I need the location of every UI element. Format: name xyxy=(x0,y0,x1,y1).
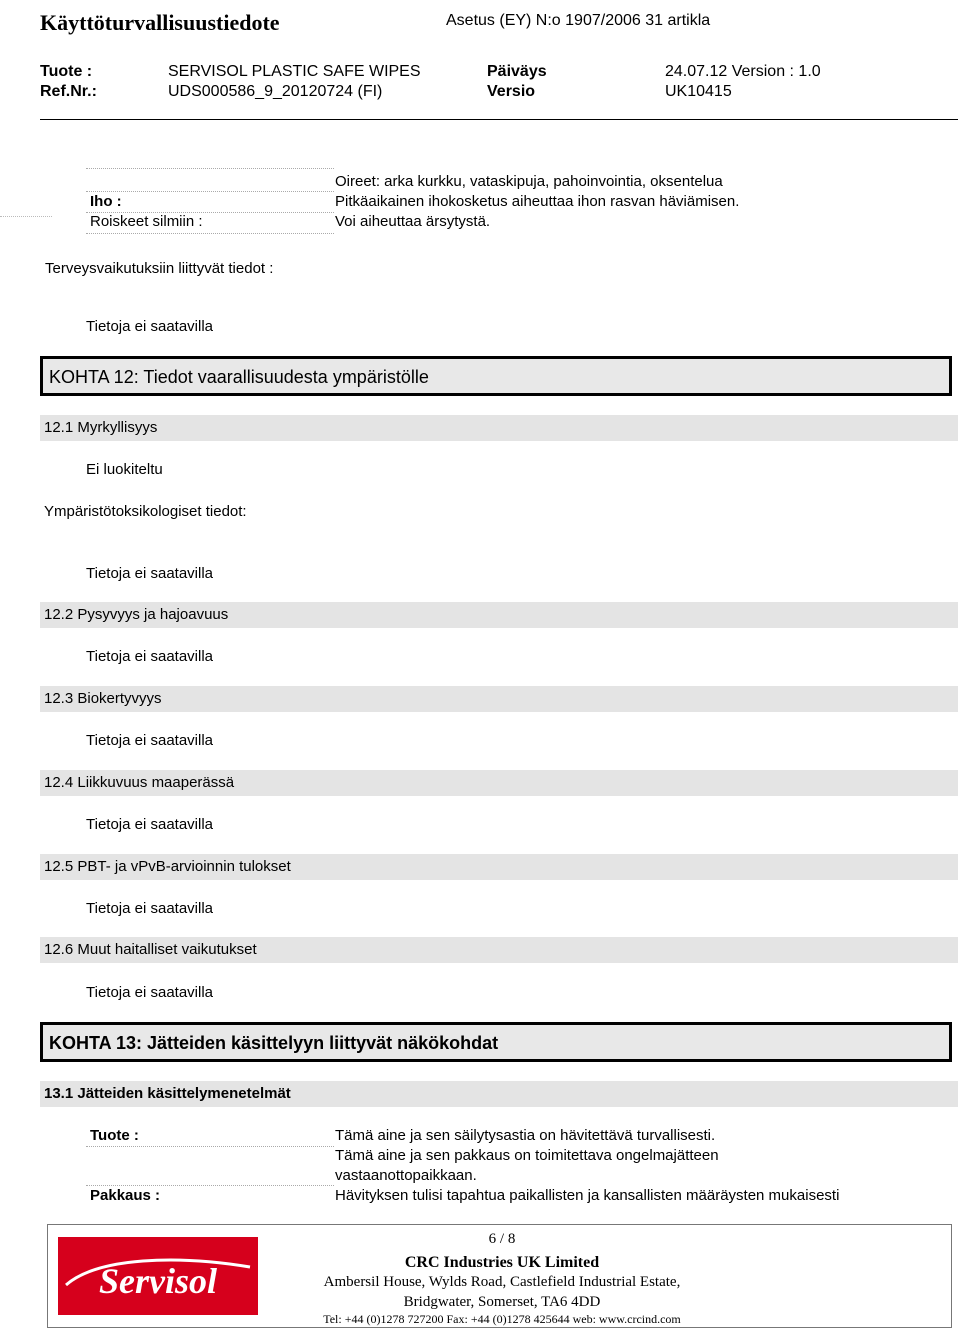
subsection-13-1-title: 13.1 Jätteiden käsittelymenetelmät xyxy=(44,1085,291,1102)
subsection-12-5-title: 12.5 PBT- ja vPvB-arvioinnin tulokset xyxy=(44,858,291,875)
skin-label: Iho : xyxy=(90,193,122,210)
subsection-12-3 xyxy=(40,686,958,712)
margin-dotted-line xyxy=(0,216,52,217)
subsection-12-4-title: 12.4 Liikkuvuus maaperässä xyxy=(44,774,235,791)
header-divider xyxy=(40,119,958,120)
eyes-value: Voi aiheuttaa ärsytystä. xyxy=(335,213,491,230)
company-address-line1: Ambersil House, Wylds Road, Castlefield Industrial Estate, xyxy=(323,1274,681,1290)
other-effects-value: Tietoja ei saatavilla xyxy=(86,984,214,1001)
waste-product-value-3: vastaanottopaikkaan. xyxy=(335,1167,477,1184)
waste-product-label: Tuote : xyxy=(90,1127,139,1144)
section-13-title-box xyxy=(40,1022,952,1062)
table-divider xyxy=(86,168,334,169)
subsection-12-3-title: 12.3 Biokertyvyys xyxy=(44,690,162,707)
date-label: Päiväys xyxy=(487,63,547,80)
ref-label: Ref.Nr.: xyxy=(40,83,97,100)
pbt-value: Tietoja ei saatavilla xyxy=(86,900,214,917)
subsection-12-5 xyxy=(40,854,958,880)
company-address-line2: Bridgwater, Somerset, TA6 4DD xyxy=(403,1294,601,1310)
table-divider xyxy=(86,191,334,192)
ecotox-value: Tietoja ei saatavilla xyxy=(86,565,214,582)
section-12-title-box xyxy=(40,356,952,396)
mobility-value: Tietoja ei saatavilla xyxy=(86,816,214,833)
ecotox-label: Ympäristötoksikologiset tiedot: xyxy=(44,503,247,520)
health-effects-label: Terveysvaikutuksiin liittyvät tiedot : xyxy=(45,260,274,277)
document-title: Käyttöturvallisuustiedote xyxy=(40,10,280,35)
section-13-title: KOHTA 13: Jätteiden käsittelyyn liittyvät näkökohdat xyxy=(49,1033,499,1053)
bioaccumulation-value: Tietoja ei saatavilla xyxy=(86,732,214,749)
page-number: 6 / 8 xyxy=(488,1231,516,1247)
regulation-reference: Asetus (EY) N:o 1907/2006 31 artikla xyxy=(446,12,711,29)
servisol-logo-graphic xyxy=(58,1237,258,1315)
subsection-12-6-title: 12.6 Muut haitalliset vaikutukset xyxy=(44,941,257,958)
servisol-logo xyxy=(58,1237,258,1315)
section-12-title: KOHTA 12: Tiedot vaarallisuudesta ympäristölle xyxy=(49,367,429,387)
logo-wordmark: Servisol xyxy=(98,1261,218,1301)
table-divider xyxy=(86,233,334,234)
waste-package-value: Hävityksen tulisi tapahtua paikallisten ja kansallisten määräysten mukaisesti xyxy=(335,1187,840,1204)
subsection-12-2-title: 12.2 Pysyvyys ja hajoavuus xyxy=(44,606,229,623)
skin-value: Pitkäaikainen ihokosketus aiheuttaa ihon rasvan häviämisen. xyxy=(335,193,740,210)
subsection-12-2 xyxy=(40,602,958,628)
eyes-label: Roiskeet silmiin : xyxy=(90,213,203,230)
subsection-12-6 xyxy=(40,937,958,963)
subsection-12-1-title: 12.1 Myrkyllisyys xyxy=(44,419,158,436)
symptoms-text: Oireet: arka kurkku, vataskipuja, pahoinvointia, oksentelua xyxy=(335,173,723,190)
table-divider xyxy=(86,1185,334,1186)
waste-product-value-2: Tämä aine ja sen pakkaus on toimitettava ongelmajätteen xyxy=(335,1147,719,1164)
date-value: 24.07.12 Version : 1.0 xyxy=(665,63,821,80)
toxicity-value: Ei luokiteltu xyxy=(86,461,163,478)
product-name: SERVISOL PLASTIC SAFE WIPES xyxy=(168,63,421,80)
waste-package-label: Pakkaus : xyxy=(90,1187,161,1204)
waste-product-value: Tämä aine ja sen säilytysastia on hävitettävä turvallisesti. xyxy=(335,1127,716,1144)
version-label: Versio xyxy=(487,83,536,100)
company-contact: Tel: +44 (0)1278 727200 Fax: +44 (0)1278 425644 web: www.crcind.com xyxy=(323,1312,681,1326)
table-divider xyxy=(86,1146,334,1147)
persistence-value: Tietoja ei saatavilla xyxy=(86,648,214,665)
subsection-13-1 xyxy=(40,1081,958,1107)
health-effects-value: Tietoja ei saatavilla xyxy=(86,318,214,335)
subsection-12-1 xyxy=(40,415,958,441)
version-value: UK10415 xyxy=(665,83,732,100)
page-footer xyxy=(47,1224,952,1328)
company-name: CRC Industries UK Limited xyxy=(404,1254,600,1271)
product-label: Tuote : xyxy=(40,63,93,80)
subsection-12-4 xyxy=(40,770,958,796)
ref-value: UDS000586_9_20120724 (FI) xyxy=(168,83,383,100)
